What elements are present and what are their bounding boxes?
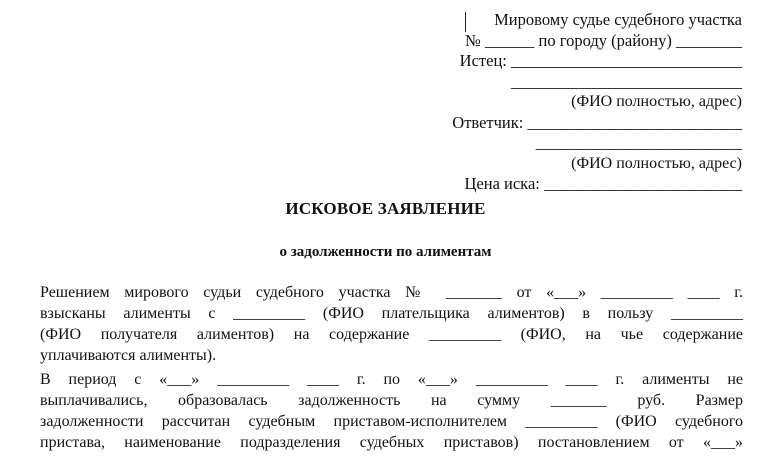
body-line: взысканы алименты с _________ (ФИО плательщика алиментов) в пользу _________	[40, 305, 743, 322]
plaintiff-line: Истец: ____________________________	[459, 51, 742, 70]
document-title: ИСКОВОЕ ЗАЯВЛЕНИЕ	[285, 199, 486, 218]
claim-value-line: Цена иска: ________________________	[464, 174, 742, 193]
defendant-caption: (ФИО полностью, адрес)	[571, 154, 742, 172]
body-line: пристава, наименование подразделения судебных приставов) постановлением от «___»	[40, 434, 743, 451]
addressee-district-line: № ______ по городу (району) ________	[465, 30, 742, 50]
defendant-line: Ответчик: __________________________	[452, 112, 742, 132]
body-line: уплачиваются алименты).	[40, 347, 217, 364]
plaintiff-caption: (ФИО полностью, адрес)	[571, 93, 742, 110]
addressee-block	[452, 10, 742, 195]
document-subtitle: о задолженности по алиментам	[279, 244, 492, 260]
body-line: выплачивались, образовалась задолженность на сумму _______ руб. Размер	[40, 392, 743, 409]
body-line: (ФИО получателя алиментов) на содержание _________ (ФИО, на чье содержание	[40, 326, 743, 343]
defendant-blank-line: _________________________	[535, 133, 742, 152]
body-line: В период с «___» _________ ____ г. по «___» _________ ____ г. алименты не	[40, 371, 743, 388]
body-line: Решением мирового судьи судебного участка № _______ от «___» _________ ____ г.	[40, 284, 743, 301]
addressee-court-line: Мировому судье судебного участка	[494, 10, 742, 29]
body-line: задолженности рассчитан судебным приставом-исполнителем _________ (ФИО судебного	[40, 413, 743, 430]
plaintiff-blank-line: ____________________________	[511, 71, 742, 91]
document-body	[40, 282, 743, 453]
